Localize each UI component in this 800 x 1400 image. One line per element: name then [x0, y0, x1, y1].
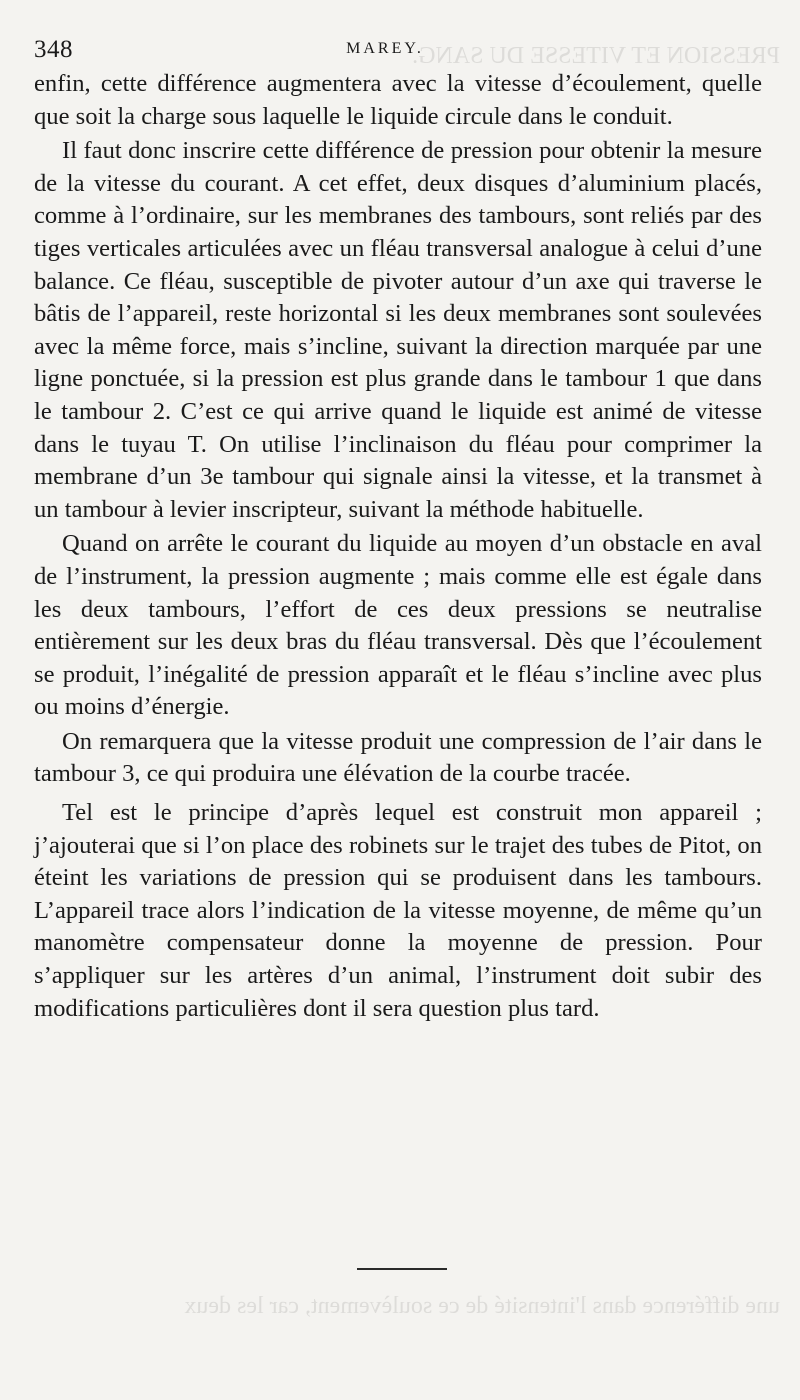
- section-end-rule: [357, 1268, 447, 1270]
- show-through-text: PRESSION ET VITESSE DU SANG.: [412, 43, 780, 69]
- paragraph: On remarquera que la vitesse produit une compression de l’air dans le tambour 3, ce qui produira une élévation de la courbe tracée.: [34, 727, 762, 788]
- running-head: MAREY.: [346, 40, 424, 57]
- paragraph: enfin, cette différence augmentera avec la vitesse d’écoulement, quelle que soit la charge sous laquelle le liquide circule dans le conduit.: [34, 70, 762, 130]
- paragraph: Il faut donc inscrire cette différence de pression pour obtenir la mesure de la vitesse du courant. A cet effet, deux disques d’aluminium placés, comme à l’ordinaire, sur les membranes des tambours, sont reliés par des tiges verticales articulées avec un fléau transversal analogue à celui d’une balance. Ce fléau, susceptible de pivoter autour d’un axe qui traverse le bâtis de l’appareil, reste horizontal si les deux membranes sont soulevées avec la même force, mais s’incline, suivant la direction marquée par une ligne ponctuée, si la pression est plus grande dans le tambour 1 que dans le tambour 2. C’est ce qui arrive quand le liquide est animé de vitesse dans le tuyau T. On utilise l’inclinaison du fléau pour comprimer la membrane d’un 3e tambour qui signale ainsi la vitesse, et la transmet à un tambour à levier inscripteur, suivant la méthode habituelle.: [34, 137, 762, 523]
- page-header: [34, 36, 766, 66]
- body-text: [34, 68, 762, 1027]
- show-through-text: une différence dans l'intensité de ce soulèvement, car les deux: [184, 1293, 780, 1319]
- page-number: 348: [34, 36, 73, 63]
- paragraph: Quand on arrête le courant du liquide au moyen d’un obstacle en aval de l’instrument, la pression augmente ; mais comme elle est égale dans les deux tambours, l’effort de ces deux pressions se neutralise entièrement sur les deux bras du fléau transversal. Dès que l’écoulement se produit, l’inégalité de pression apparaît et le fléau s’incline avec plus ou moins d’énergie.: [34, 530, 762, 721]
- paragraph: Tel est le principe d’après lequel est construit mon appareil ; j’ajouterai que si l’on place des robinets sur le trajet des tubes de Pitot, on éteint les variations de pression qui se produisent dans les tambours. L’appareil trace alors l’indication de la vitesse moyenne, de même qu’un manomètre compensateur donne la moyenne de pression. Pour s’appliquer sur les artères d’un animal, l’instrument doit subir des modifications particulières dont il sera question plus tard.: [34, 799, 762, 1022]
